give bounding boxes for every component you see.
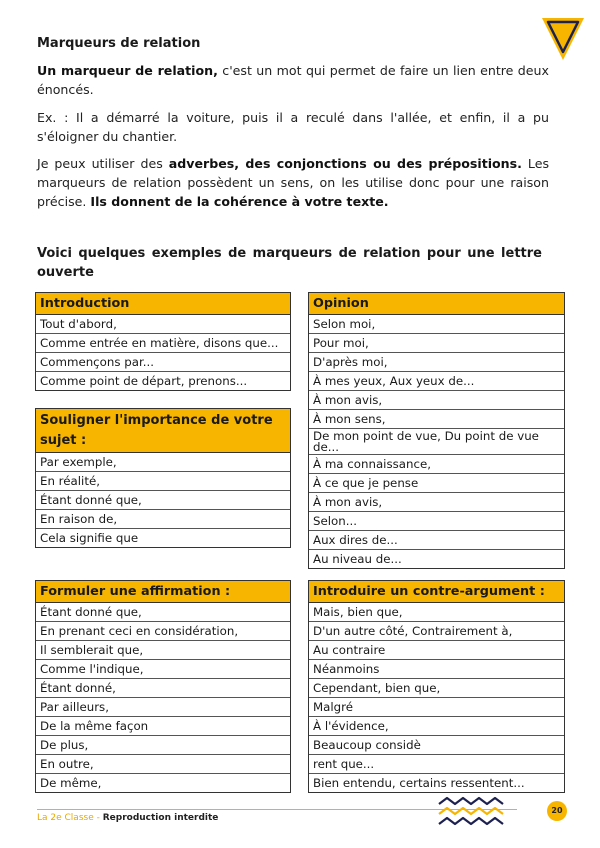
list-item: Beaucoup considè bbox=[309, 736, 564, 755]
list-item: En outre, bbox=[36, 755, 290, 774]
footer-credit bbox=[37, 813, 218, 823]
list-item: En réalité, bbox=[36, 472, 290, 491]
list-item: À ma connaissance, bbox=[309, 455, 564, 474]
page-title: Marqueurs de relation bbox=[37, 36, 201, 51]
list-item: En raison de, bbox=[36, 510, 290, 529]
usage-text-2: Les marqueurs de relation possèdent un sens, on les utilise donc pour une raison précise. bbox=[37, 156, 550, 209]
usage-bold-2: Ils donnent de la cohérence à votre texte. bbox=[90, 194, 389, 209]
list-item: Mais, bien que, bbox=[309, 603, 564, 622]
list-item: À mon avis, bbox=[309, 493, 564, 512]
opinion-title: Opinion bbox=[309, 293, 564, 315]
list-item: De plus, bbox=[36, 736, 290, 755]
list-item: Au niveau de... bbox=[313, 551, 402, 566]
list-item: À l'évidence, bbox=[309, 717, 564, 736]
list-item: Par ailleurs, bbox=[36, 698, 290, 717]
usage-paragraph bbox=[37, 154, 549, 211]
opinion-box bbox=[308, 292, 565, 569]
list-item: Tout d'abord, bbox=[36, 315, 290, 334]
list-item: Comme entrée en matière, disons que... bbox=[36, 334, 290, 353]
list-item: Étant donné que, bbox=[36, 603, 290, 622]
definition-text: c'est un mot qui permet de faire un lien entre deux énoncés. bbox=[37, 63, 549, 97]
footer-separator: - bbox=[93, 813, 103, 823]
affirmation-box bbox=[35, 580, 291, 793]
list-item: D'après moi, bbox=[309, 353, 564, 372]
list-item: De la même façon bbox=[36, 717, 290, 736]
list-item: Bien entendu, certains ressentent... bbox=[313, 775, 525, 790]
definition-bold: Un marqueur de relation, bbox=[37, 63, 218, 78]
contre-argument-title: Introduire un contre-argument : bbox=[309, 581, 564, 603]
list-item: Malgré bbox=[309, 698, 564, 717]
list-item: Au contraire bbox=[309, 641, 564, 660]
list-item: À ce que je pense bbox=[309, 474, 564, 493]
usage-text-1: Je peux utiliser des bbox=[37, 156, 169, 171]
list-item: À mon sens, bbox=[309, 410, 564, 429]
list-item: Cependant, bien que, bbox=[309, 679, 564, 698]
list-item: Aux dires de... bbox=[309, 531, 564, 550]
list-item: Commençons par... bbox=[36, 353, 290, 372]
example-paragraph: Ex. : Il a démarré la voiture, puis il a reculé dans l'allée, et enfin, il a pu s'éloigner du chantier. bbox=[37, 110, 549, 144]
contre-argument-box bbox=[308, 580, 565, 793]
list-item: Comme point de départ, prenons... bbox=[40, 373, 248, 388]
list-item: Selon moi, bbox=[309, 315, 564, 334]
list-item: À mes yeux, Aux yeux de... bbox=[309, 372, 564, 391]
page-number: 20 bbox=[547, 801, 567, 821]
list-item: Selon... bbox=[309, 512, 564, 531]
footer-rights: Reproduction interdite bbox=[102, 813, 219, 823]
zigzag-decoration-icon bbox=[437, 796, 505, 830]
list-item: En prenant ceci en considération, bbox=[36, 622, 290, 641]
examples-heading-line1: Voici quelques exemples de marqueurs de relation pour une lettre bbox=[37, 246, 542, 261]
triangle-logo-icon bbox=[540, 14, 586, 64]
list-item: De même, bbox=[40, 775, 102, 790]
affirmation-title: Formuler une affirmation : bbox=[36, 581, 290, 603]
examples-heading-line2: ouverte bbox=[37, 265, 94, 280]
list-item: D'un autre côté, Contrairement à, bbox=[309, 622, 564, 641]
list-item: Comme l'indique, bbox=[36, 660, 290, 679]
importance-box bbox=[35, 408, 291, 548]
list-item: Étant donné que, bbox=[36, 491, 290, 510]
list-item: À mon avis, bbox=[309, 391, 564, 410]
introduction-box bbox=[35, 292, 291, 391]
list-item: Pour moi, bbox=[309, 334, 564, 353]
list-item: De mon point de vue, Du point de vue de... bbox=[309, 429, 564, 455]
list-item: Par exemple, bbox=[36, 453, 290, 472]
list-item: Cela signifie que bbox=[40, 530, 139, 545]
list-item: Néanmoins bbox=[309, 660, 564, 679]
list-item: rent que... bbox=[309, 755, 564, 774]
list-item: Il semblerait que, bbox=[36, 641, 290, 660]
definition-paragraph bbox=[37, 61, 549, 99]
usage-bold-1: adverbes, des conjonctions ou des prépositions. bbox=[168, 156, 522, 171]
importance-title: Souligner l'importance de votre sujet : bbox=[36, 409, 290, 453]
footer-brand: La 2e Classe bbox=[37, 813, 94, 823]
introduction-title: Introduction bbox=[36, 293, 290, 315]
list-item: Étant donné, bbox=[36, 679, 290, 698]
